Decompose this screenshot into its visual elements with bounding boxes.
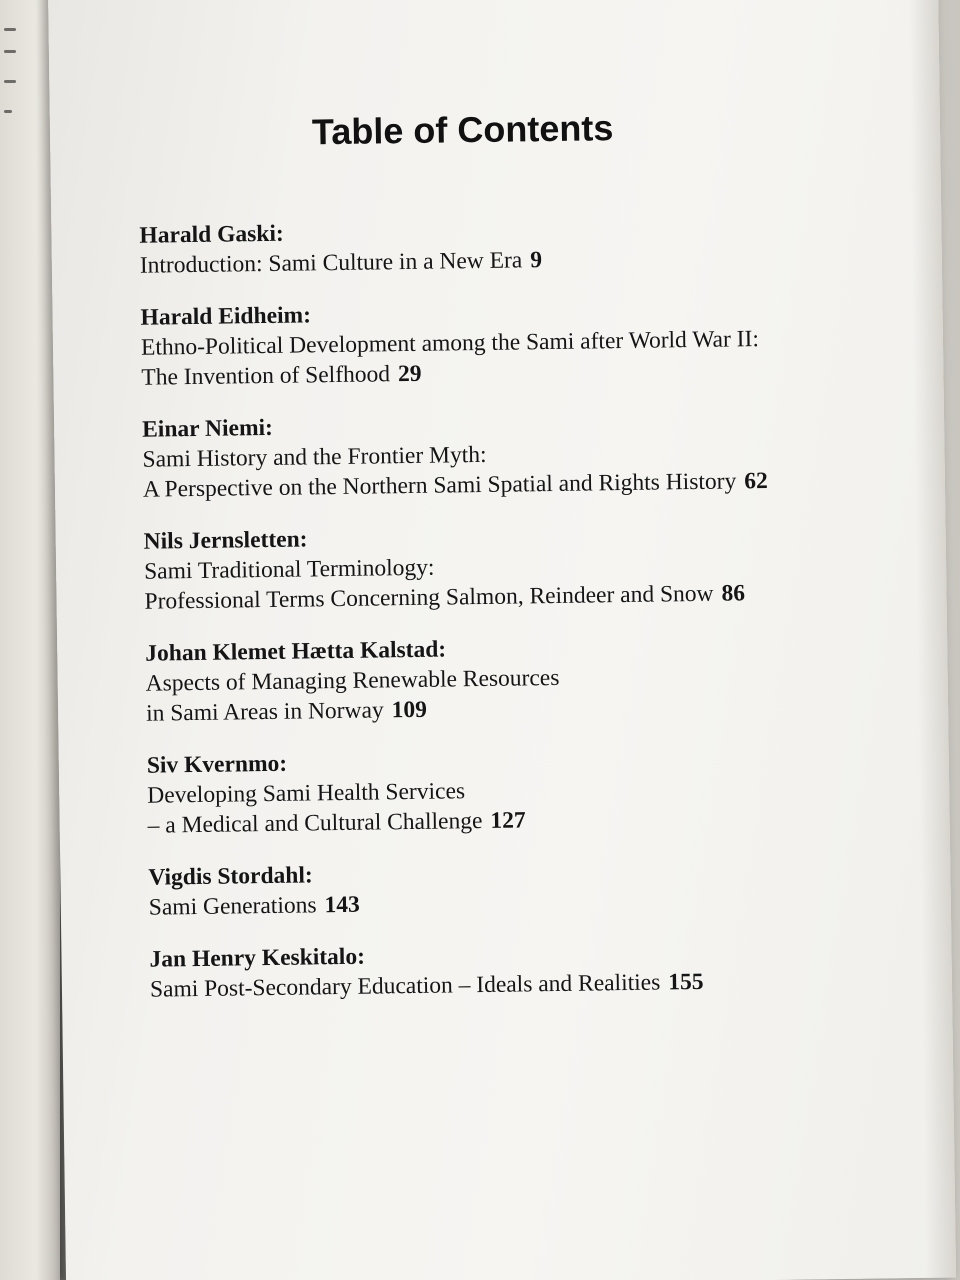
entry-author: Vigdis Stordahl: bbox=[148, 862, 313, 891]
entry-page-number: 109 bbox=[391, 696, 428, 724]
entry-author: Jan Henry Keskitalo: bbox=[149, 943, 366, 973]
entry-page-number: 9 bbox=[530, 247, 543, 274]
entry-title-line: The Invention of Selfhood 29 bbox=[141, 360, 422, 391]
entry-title-line: Sami Post-Secondary Education – Ideals and Realities 155 bbox=[149, 968, 704, 1003]
toc-entry bbox=[139, 210, 900, 281]
entry-title-line: – a Medical and Cultural Challenge 127 bbox=[147, 807, 526, 839]
entry-author: Johan Klemet Hætta Kalstad: bbox=[145, 636, 447, 667]
page-title: Table of Contents bbox=[311, 107, 614, 153]
entry-title-line: Sami History and the Frontier Myth: bbox=[142, 441, 487, 473]
page-edge-shading bbox=[908, 0, 956, 1278]
bleed-mark bbox=[4, 28, 16, 31]
entry-title-line: Sami Traditional Terminology: bbox=[143, 554, 435, 585]
entry-page-number: 143 bbox=[324, 891, 360, 919]
toc-entry bbox=[149, 934, 910, 1005]
toc-entry bbox=[148, 852, 909, 923]
entry-page-number: 86 bbox=[721, 580, 746, 607]
entry-title-line: Developing Sami Health Services bbox=[147, 778, 466, 809]
entry-author: Siv Kvernmo: bbox=[146, 750, 288, 779]
entry-page-number: 29 bbox=[397, 360, 422, 388]
entry-page-number: 62 bbox=[744, 468, 768, 495]
entry-title-line: Sami Generations 143 bbox=[148, 891, 360, 921]
entry-page-number: 155 bbox=[668, 968, 704, 996]
toc-entry bbox=[140, 292, 901, 393]
entry-title-line: Introduction: Sami Culture in a New Era 9 bbox=[139, 247, 543, 279]
entry-page-number: 127 bbox=[490, 807, 526, 834]
entry-author: Harald Eidheim: bbox=[140, 302, 312, 331]
book-page bbox=[48, 0, 956, 1280]
toc-entry bbox=[142, 404, 903, 505]
entry-title-line: in Sami Areas in Norway 109 bbox=[145, 696, 428, 727]
entry-title-line: Aspects of Managing Renewable Resources bbox=[145, 664, 560, 697]
toc-entry bbox=[147, 740, 908, 841]
entry-title-line: Professional Terms Concerning Salmon, Reindeer and Snow 86 bbox=[144, 580, 746, 615]
bleed-mark bbox=[4, 80, 16, 83]
toc-entry bbox=[145, 628, 906, 729]
bleed-mark bbox=[4, 110, 12, 113]
toc-entry bbox=[144, 516, 905, 617]
entry-author: Nils Jernsletten: bbox=[143, 526, 308, 555]
entry-title-line: A Perspective on the Northern Sami Spatial and Rights History 62 bbox=[142, 468, 768, 503]
toc-list bbox=[139, 210, 910, 1027]
entry-author: Einar Niemi: bbox=[141, 414, 274, 443]
entry-author: Harald Gaski: bbox=[139, 220, 284, 249]
bleed-mark bbox=[4, 50, 16, 53]
entry-title-line: Ethno-Political Development among the Sami after World War II: bbox=[140, 326, 760, 361]
